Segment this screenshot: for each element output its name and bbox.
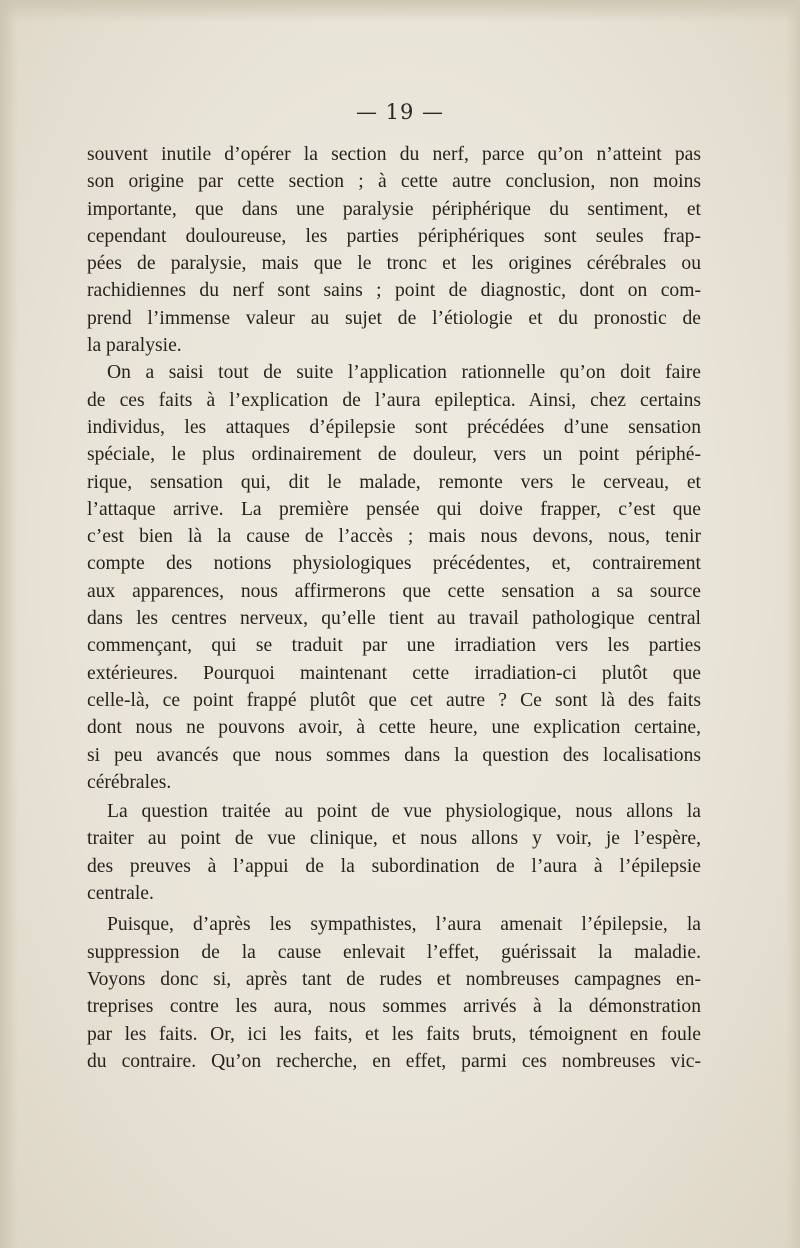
paragraph-3 — [87, 798, 701, 907]
text-line: cérébrales. — [87, 771, 172, 793]
body-text — [87, 141, 701, 1075]
text-line: La question traitée au point de vue physiologique, nous allons la — [107, 801, 701, 823]
text-line: individus, les attaques d’épilepsie sont précédées d’une sensation — [87, 416, 701, 438]
text-line: prend l’immense valeur au sujet de l’étiologie et du pronostic de — [87, 307, 701, 329]
paragraph-1 — [87, 141, 701, 359]
text-line: cependant douloureuse, les parties périphériques sont seules frap- — [87, 225, 701, 247]
text-line: dans les centres nerveux, qu’elle tient au travail pathologique central — [87, 608, 701, 630]
text-line: souvent inutile d’opérer la section du nerf, parce qu’on n’atteint pas — [87, 144, 701, 165]
text-line: pées de paralysie, mais que le tronc et les origines cérébrales ou — [87, 253, 701, 275]
text-line: spéciale, le plus ordinairement de douleur, vers un point périphé- — [87, 444, 701, 466]
page-shadow-left — [0, 0, 18, 1248]
text-line: centrale. — [87, 883, 154, 905]
text-line: celle-là, ce point frappé plutôt que cet autre ? Ce sont là des faits — [87, 689, 701, 711]
paragraph-2 — [87, 359, 701, 796]
text-line: commençant, qui se traduit par une irradiation vers les parties — [87, 635, 701, 657]
text-line: des preuves à l’appui de la subordination de l’aura à l’épilepsie — [87, 855, 701, 877]
text-line: du contraire. Qu’on recherche, en effet, parmi ces nombreuses vic- — [87, 1050, 701, 1072]
text-line: rachidiennes du nerf sont sains ; point de diagnostic, dont on com- — [87, 280, 701, 302]
text-line: Puisque, d’après les sympathistes, l’aura amenait l’épilepsie, la — [107, 914, 701, 936]
text-line: l’attaque arrive. La première pensée qui doive frapper, c’est que — [87, 498, 701, 520]
text-line: compte des notions physiologiques précédentes, et, contrairement — [87, 553, 701, 575]
page-number: — 19 — — [355, 100, 445, 124]
page-shadow-top — [0, 0, 800, 22]
paragraph-4 — [87, 911, 701, 1075]
text-line: treprises contre les aura, nous sommes arrivés à la démonstration — [87, 996, 701, 1018]
text-line: importante, que dans une paralysie périphérique du sentiment, et — [87, 198, 701, 220]
text-line: son origine par cette section ; à cette autre conclusion, non moins — [87, 171, 701, 193]
text-line: aux apparences, nous affirmerons que cette sensation a sa source — [87, 580, 701, 602]
text-line: de ces faits à l’explication de l’aura epileptica. Ainsi, chez certains — [87, 389, 701, 411]
text-line: si peu avancés que nous sommes dans la question des localisations — [87, 744, 701, 766]
text-line: dont nous ne pouvons avoir, à cette heure, une explication certaine, — [87, 717, 701, 739]
text-line: traiter au point de vue clinique, et nous allons y voir, je l’espère, — [87, 828, 701, 850]
page-shadow-right — [786, 0, 800, 1248]
text-line: suppression de la cause enlevait l’effet, guérissait la maladie. — [87, 941, 701, 963]
text-line: la paralysie. — [87, 335, 182, 357]
text-line: On a saisi tout de suite l’application rationnelle qu’on doit faire — [107, 362, 701, 384]
text-line: rique, sensation qui, dit le malade, remonte vers le cerveau, et — [87, 471, 701, 493]
text-line: Voyons donc si, après tant de rudes et nombreuses campagnes en- — [87, 968, 701, 990]
text-line: c’est bien là la cause de l’accès ; mais nous devons, nous, tenir — [87, 526, 701, 548]
text-line: extérieures. Pourquoi maintenant cette irradiation-ci plutôt que — [87, 662, 701, 684]
text-line: par les faits. Or, ici les faits, et les faits bruts, témoignent en foule — [87, 1023, 701, 1045]
